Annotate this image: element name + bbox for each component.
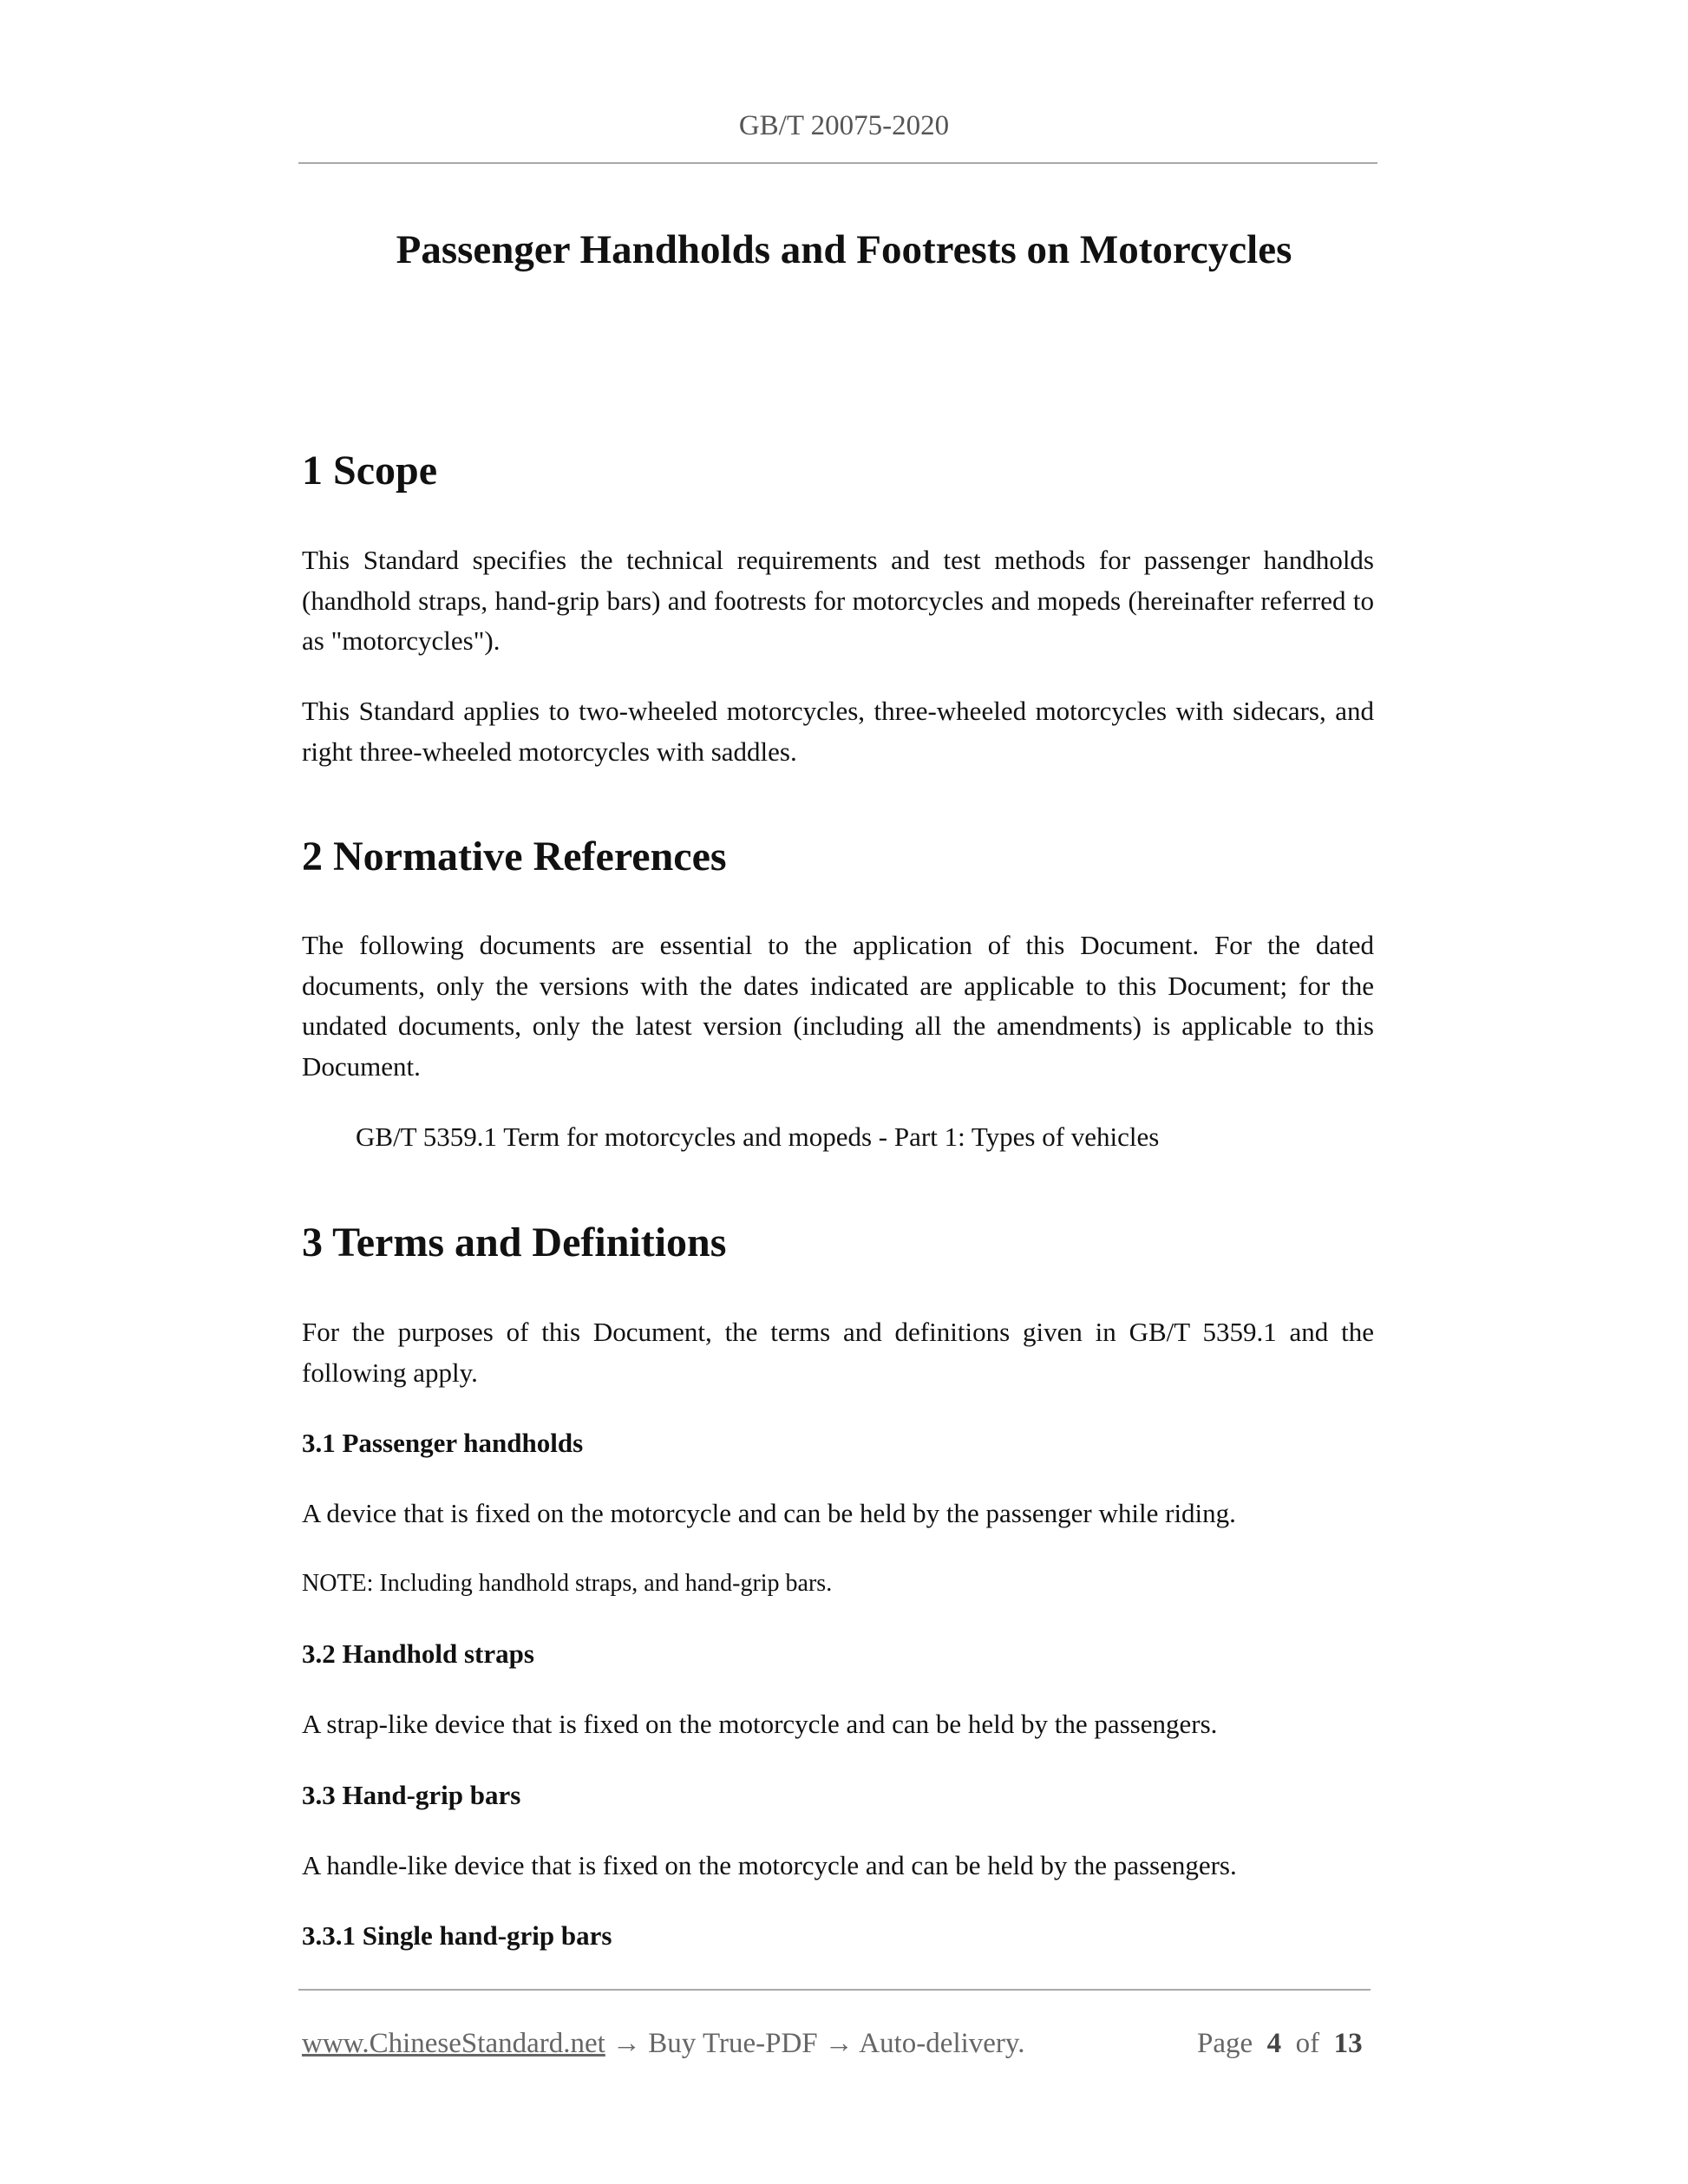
footer-promo-text: → Buy True-PDF → Auto-delivery. <box>605 2028 1025 2059</box>
term-note-3-1: NOTE: Including handhold straps, and hand-grip bars. <box>302 1570 833 1597</box>
footer-promo <box>302 2024 1025 2063</box>
page-number: 4 <box>1266 2028 1282 2059</box>
references-paragraph: The following documents are essential to the application of this Document. For the dated documents, only the versions with the dates indicated are applicable to this Document; for the undated documents, only the latest version (including all the amendments) is applicable to this Document. <box>302 930 1374 1082</box>
page-indicator <box>1197 2024 1363 2063</box>
term-definition-3-3: A handle-like device that is fixed on the motorcycle and can be held by the passengers. <box>302 1850 1237 1880</box>
term-definition-3-1: A device that is fixed on the motorcycle and can be held by the passenger while riding. <box>302 1498 1236 1528</box>
of-label: of <box>1295 2028 1320 2059</box>
scope-paragraph-2: This Standard applies to two-wheeled motorcycles, three-wheeled motorcycles with sidecars, and right three-wheeled motorcycles with saddles. <box>302 696 1374 767</box>
term-heading-3-2: 3.2 Handhold straps <box>302 1638 534 1669</box>
running-header: GB/T 20075-2020 <box>738 110 950 141</box>
header-rule <box>298 162 1377 164</box>
term-heading-3-3-1: 3.3.1 Single hand-grip bars <box>302 1920 612 1951</box>
term-heading-3-1: 3.1 Passenger handholds <box>302 1428 584 1458</box>
section-heading-scope: 1 Scope <box>302 448 437 494</box>
section-heading-terms: 3 Terms and Definitions <box>302 1220 727 1265</box>
footer-rule <box>298 1989 1371 1991</box>
website-link[interactable]: www.ChineseStandard.net <box>302 2028 605 2059</box>
section-heading-normative-references: 2 Normative References <box>302 834 727 879</box>
terms-intro-paragraph: For the purposes of this Document, the terms and definitions given in GB/T 5359.1 and the following apply. <box>302 1317 1374 1388</box>
page-label: Page <box>1197 2028 1253 2059</box>
scope-paragraph-1: This Standard specifies the technical requirements and test methods for passenger handholds (handhold straps, hand-grip bars) and footrests for motorcycles and mopeds (hereinafter referred to as "motorcycles"). <box>302 545 1374 656</box>
reference-item: GB/T 5359.1 Term for motorcycles and mopeds - Part 1: Types of vehicles <box>356 1121 1160 1152</box>
total-pages: 13 <box>1333 2028 1363 2059</box>
document-title: Passenger Handholds and Footrests on Motorcycles <box>396 227 1292 272</box>
term-definition-3-2: A strap-like device that is fixed on the motorcycle and can be held by the passengers. <box>302 1709 1218 1739</box>
term-heading-3-3: 3.3 Hand-grip bars <box>302 1780 521 1810</box>
